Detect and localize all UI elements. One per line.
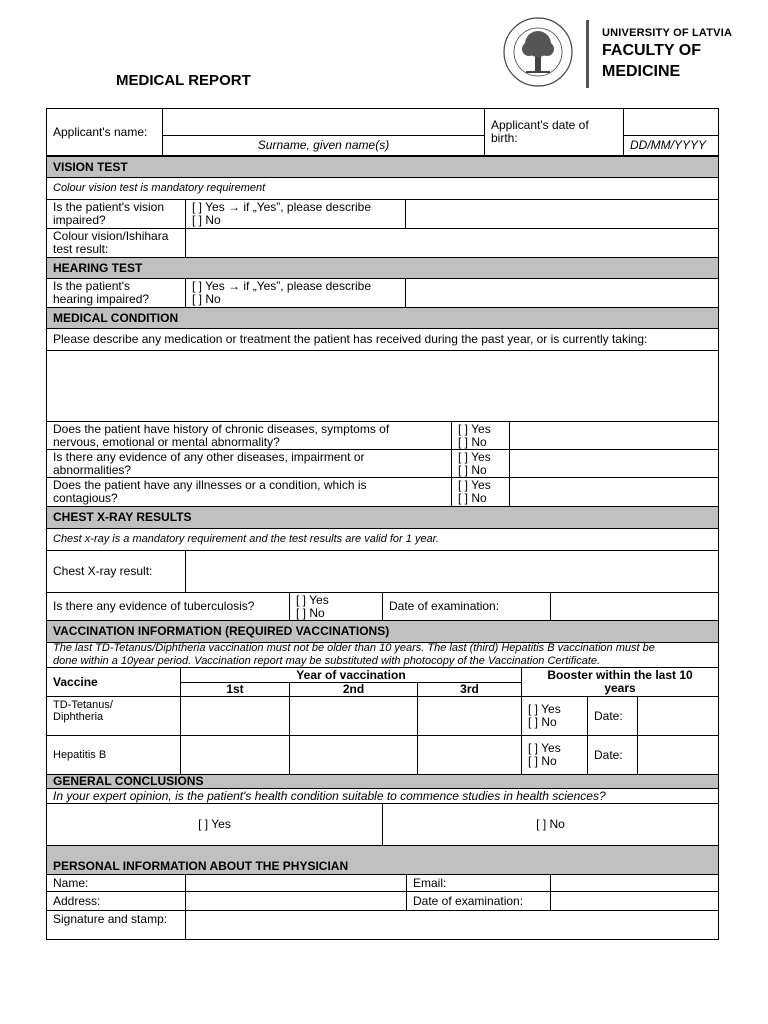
physician-exam-date-field[interactable] xyxy=(550,891,719,911)
col-booster-line2: years xyxy=(604,681,636,695)
physician-email-label: Email: xyxy=(406,874,551,892)
hepb-booster-yes[interactable]: [ ] Yes xyxy=(528,741,561,755)
hepb-3rd-field[interactable] xyxy=(417,735,522,775)
td-date-field[interactable] xyxy=(637,696,719,736)
faculty-line-2: MEDICINE xyxy=(602,63,681,80)
td-2nd-field[interactable] xyxy=(289,696,418,736)
medical-q3-options[interactable] xyxy=(451,477,510,507)
medical-q2-details[interactable] xyxy=(509,449,719,478)
dob-field[interactable] xyxy=(623,108,719,136)
physician-address-label: Address: xyxy=(46,891,186,911)
hepb-1st-field[interactable] xyxy=(180,735,290,775)
medical-q1-line1: Does the patient have history of chronic diseases, symptoms of xyxy=(53,421,390,436)
medical-q1-yes[interactable]: [ ] Yes xyxy=(458,421,491,436)
physician-signature-label: Signature and stamp: xyxy=(46,910,186,940)
xray-header: CHEST X-RAY RESULTS xyxy=(46,506,719,529)
physician-name-field[interactable] xyxy=(185,874,407,892)
vision-q2-line2: test result: xyxy=(53,242,109,256)
medical-header: MEDICAL CONDITION xyxy=(46,307,719,329)
university-name: UNIVERSITY OF LATVIA xyxy=(602,27,733,39)
hearing-header: HEARING TEST xyxy=(46,257,719,279)
medication-field[interactable] xyxy=(46,350,719,422)
dob-label-line1: Applicant's date of xyxy=(491,118,589,132)
hearing-q-line2: hearing impaired? xyxy=(53,292,150,306)
col-2nd: 2nd xyxy=(289,682,418,697)
dob-label-line2: birth: xyxy=(491,131,518,145)
medical-q2-line2: abnormalities? xyxy=(53,462,132,477)
hearing-q-line1: Is the patient's xyxy=(53,279,131,293)
medical-q1-no[interactable]: [ ] No xyxy=(458,434,487,449)
medical-q2-line1: Is there any evidence of any other diseases, impairment or xyxy=(53,449,365,464)
medical-q2-yes[interactable]: [ ] Yes xyxy=(458,449,491,464)
medical-q3-no[interactable]: [ ] No xyxy=(458,491,487,505)
td-1st-field[interactable] xyxy=(180,696,290,736)
xray-result-label: Chest X-ray result: xyxy=(46,550,186,593)
hepb-date-label: Date: xyxy=(587,735,638,775)
xray-exam-date-field[interactable] xyxy=(550,592,719,621)
applicant-name-hint: Surname, given name(s) xyxy=(162,135,485,156)
logo-divider xyxy=(586,20,589,88)
physician-address-field[interactable] xyxy=(185,891,407,911)
hearing-yes-option[interactable]: [ ] Yes → if „Yes”, please describe xyxy=(192,279,371,293)
faculty-line-1: FACULTY OF xyxy=(602,42,701,59)
vaccination-note-line2: done within a 10year period. Vaccination report may be substituted with photocopy of the Vaccination Certificate. xyxy=(53,655,601,667)
td-date-label: Date: xyxy=(587,696,638,736)
xray-exam-date-label: Date of examination: xyxy=(382,592,551,621)
report-title: MEDICAL REPORT xyxy=(116,72,251,89)
medical-q1-details[interactable] xyxy=(509,421,719,450)
medication-prompt: Please describe any medication or treatment the patient has received during the past year, or is currently taking: xyxy=(46,328,719,351)
td-3rd-field[interactable] xyxy=(417,696,522,736)
hepb-booster-options[interactable] xyxy=(521,735,588,775)
physician-header: PERSONAL INFORMATION ABOUT THE PHYSICIAN xyxy=(46,845,719,875)
conclusion-yes-option[interactable]: [ ] Yes xyxy=(46,803,383,846)
hepb-2nd-field[interactable] xyxy=(289,735,418,775)
vision-no-option[interactable]: [ ] No xyxy=(192,213,221,227)
vision-q1-line2: impaired? xyxy=(53,213,106,227)
vision-q1-line1: Is the patient's vision xyxy=(53,200,165,214)
xray-result-field[interactable] xyxy=(185,550,719,593)
medical-q1-line2: nervous, emotional or mental abnormality? xyxy=(53,434,280,449)
dob-hint: DD/MM/YYYY xyxy=(623,135,719,156)
col-3rd: 3rd xyxy=(417,682,522,697)
physician-exam-date-label: Date of examination: xyxy=(406,891,551,911)
medical-q3-line1: Does the patient have any illnesses or a condition, which is xyxy=(53,478,367,492)
ishihara-result-field[interactable] xyxy=(185,228,719,258)
col-vaccine: Vaccine xyxy=(46,667,181,697)
tb-question: Is there any evidence of tuberculosis? xyxy=(46,592,290,621)
physician-name-label: Name: xyxy=(46,874,186,892)
medical-q3-details[interactable] xyxy=(509,477,719,507)
applicant-name-label: Applicant's name: xyxy=(46,108,163,156)
applicant-name-field[interactable] xyxy=(162,108,485,136)
vision-note: Colour vision test is mandatory requirement xyxy=(46,177,719,200)
conclusions-question: In your expert opinion, is the patient's health condition suitable to commence studies in health sciences? xyxy=(46,788,719,804)
vaccination-header: VACCINATION INFORMATION (REQUIRED VACCINATIONS) xyxy=(46,620,719,643)
hepb-booster-no[interactable]: [ ] No xyxy=(528,754,557,768)
vaccination-note-line1: The last TD-Tetanus/Diphtheria vaccination must not be older than 10 years. The last (third) Hepatitis B vaccination must be xyxy=(53,642,655,654)
td-booster-no[interactable]: [ ] No xyxy=(528,715,557,729)
conclusion-no-option[interactable]: [ ] No xyxy=(382,803,719,846)
medical-q3-yes[interactable]: [ ] Yes xyxy=(458,478,491,492)
medical-q3-line2: contagious? xyxy=(53,491,118,505)
vaccine-hepb: Hepatitis B xyxy=(46,735,181,775)
vision-describe-field[interactable] xyxy=(405,199,719,229)
tb-no[interactable]: [ ] No xyxy=(296,605,325,620)
vision-impaired-options[interactable] xyxy=(185,199,406,229)
hearing-impaired-options[interactable] xyxy=(185,278,406,308)
hearing-describe-field[interactable] xyxy=(405,278,719,308)
xray-note: Chest x-ray is a mandatory requirement and the test results are valid for 1 year. xyxy=(46,528,719,551)
col-1st: 1st xyxy=(180,682,290,697)
td-booster-yes[interactable]: [ ] Yes xyxy=(528,702,561,716)
tb-options[interactable] xyxy=(289,592,383,621)
physician-signature-field[interactable] xyxy=(185,910,719,940)
vision-q2-line1: Colour vision/Ishihara xyxy=(53,229,169,243)
hepb-date-field[interactable] xyxy=(637,735,719,775)
col-year-of-vaccination: Year of vaccination xyxy=(180,667,522,683)
medical-q1-options[interactable] xyxy=(451,421,510,450)
vision-yes-option[interactable]: [ ] Yes → if „Yes”, please describe xyxy=(192,200,371,214)
medical-q2-no[interactable]: [ ] No xyxy=(458,462,487,477)
vaccine-td-line2: Diphtheria xyxy=(53,711,104,723)
td-booster-options[interactable] xyxy=(521,696,588,736)
medical-q2-options[interactable] xyxy=(451,449,510,478)
hearing-no-option[interactable]: [ ] No xyxy=(192,292,221,306)
university-seal-icon xyxy=(498,16,580,88)
physician-email-field[interactable] xyxy=(550,874,719,892)
conclusions-header: GENERAL CONCLUSIONS xyxy=(46,774,719,789)
col-booster-line1: Booster within the last 10 xyxy=(547,668,693,682)
tb-yes[interactable]: [ ] Yes xyxy=(296,592,329,607)
vaccine-td-line1: TD-Tetanus/ xyxy=(53,699,113,711)
vision-header: VISION TEST xyxy=(46,156,719,178)
